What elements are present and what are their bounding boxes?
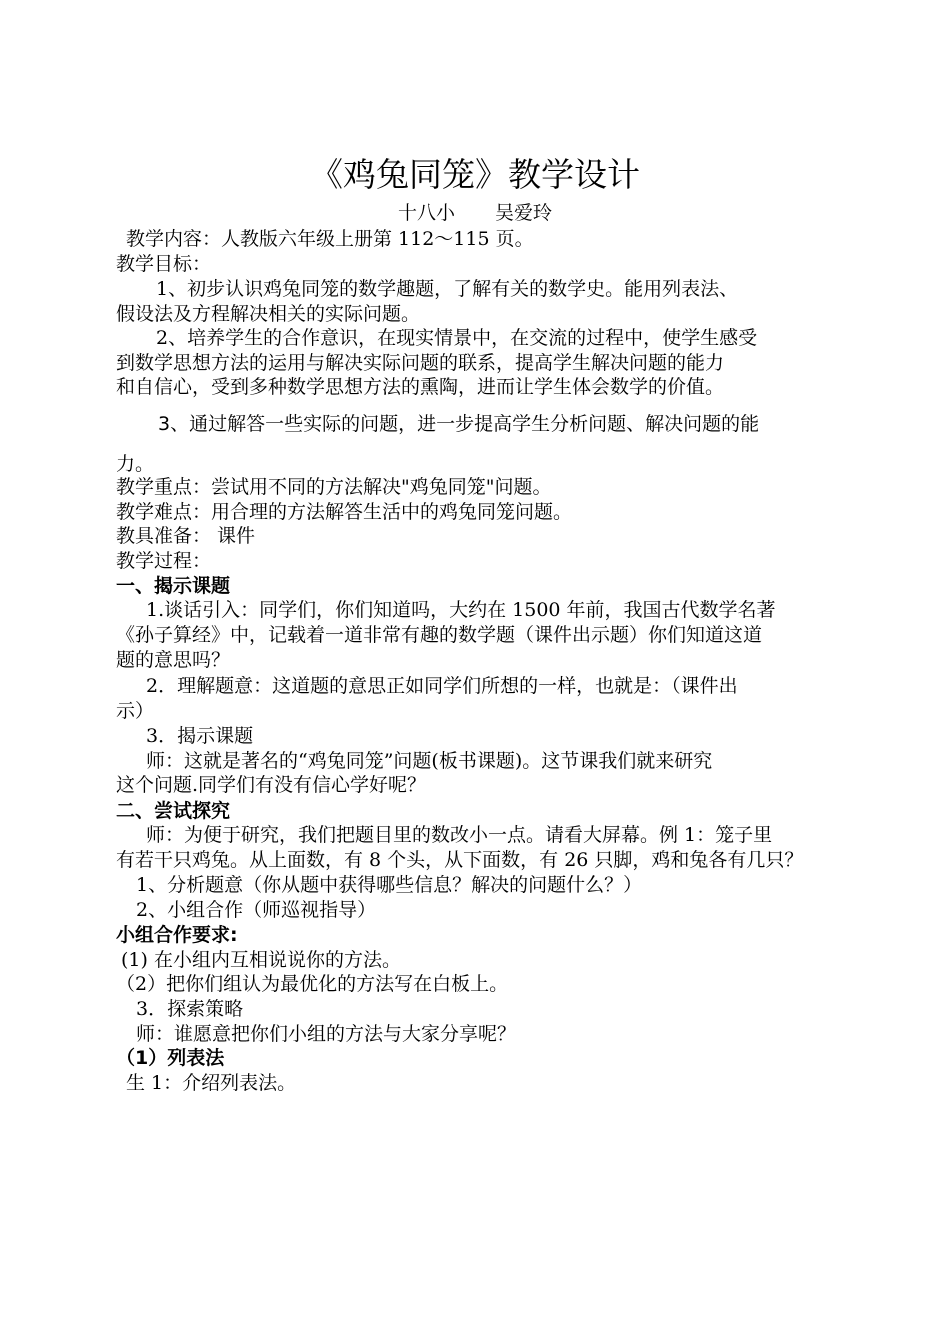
author-line: [0, 201, 950, 225]
section-1-p4-line-1: 师：这就是著名的“鸡兔同笼”问题(板书课题)。这节课我们就来研究: [146, 750, 713, 772]
objective-2-line-3: 和自信心，受到多种数学思想方法的熏陶，进而让学生体会数学的价值。: [116, 376, 725, 398]
method-1-heading: （1）列表法: [116, 1047, 225, 1069]
section-2-p1-line-2: 有若干只鸡兔。从上面数，有 8 个头，从下面数，有 26 只脚，鸡和兔各有几只？: [116, 849, 804, 871]
group-requirement-2: （2）把你们组认为最优化的方法写在白板上。: [116, 973, 509, 995]
section-2-heading: 二、尝试探究: [116, 800, 231, 822]
difficulty: 教学难点：用合理的方法解答生活中的鸡兔同笼问题。: [116, 501, 573, 523]
section-2-teacher-question: 师：谁愿意把你们小组的方法与大家分享呢？: [136, 1023, 517, 1045]
section-1-p1-line-1: 1.谈话引入：同学们，你们知道吗，大约在 1500 年前，我国古代数学名著: [146, 599, 776, 621]
section-2-step-3: 3．探索策略: [136, 998, 244, 1020]
section-2-step-2: 2、小组合作（师巡视指导）: [136, 899, 377, 921]
student-1-line: 生 1：介绍列表法。: [126, 1072, 297, 1094]
section-1-heading: 一、揭示课题: [116, 575, 231, 597]
objective-3-line-1: 3、通过解答一些实际的问题，进一步提高学生分析问题、解决问题的能: [158, 413, 760, 435]
objective-2-line-1: 2、培养学生的合作意识，在现实情景中，在交流的过程中，使学生感受: [156, 327, 758, 349]
objectives-label: 教学目标：: [116, 253, 212, 275]
objective-1-line-1: 1、初步认识鸡兔同笼的数学趣题，了解有关的数学史。能用列表法、: [156, 278, 739, 300]
process-label: 教学过程：: [116, 550, 212, 572]
section-1-p2-line-1: 2．理解题意：这道题的意思正如同学们所想的一样，也就是：（课件出: [146, 675, 738, 697]
objective-1-line-2: 假设法及方程解决相关的实际问题。: [116, 303, 421, 325]
author-school: 十八小: [397, 202, 455, 224]
section-2-p1-line-1: 师：为便于研究，我们把题目里的数改小一点。请看大屏幕。例 1：笼子里: [146, 824, 773, 846]
group-requirement-1: (1) 在小组内互相说说你的方法。: [121, 949, 401, 971]
objective-2-line-2: 到数学思想方法的运用与解决实际问题的联系，提高学生解决问题的能力: [116, 352, 725, 374]
key-point: 教学重点：尝试用不同的方法解决"鸡兔同笼"问题。: [116, 476, 552, 498]
section-1-p2-line-2: 示）: [116, 700, 155, 722]
section-1-p1-line-3: 题的意思吗？: [116, 649, 231, 671]
section-1-p4-line-2: 这个问题.同学们有没有信心学好呢？: [116, 774, 427, 796]
section-1-p1-line-2: 《孙子算经》中，记载着一道非常有趣的数学题（课件出示题）你们知道这道: [116, 624, 763, 646]
tools: 教具准备： 课件: [116, 525, 256, 547]
teaching-content: 教学内容：人教版六年级上册第 112～115 页。: [126, 228, 534, 250]
author-name: 吴爱玲: [495, 202, 553, 224]
section-2-step-1: 1、分析题意（你从题中获得哪些信息？解决的问题什么？）: [136, 874, 643, 896]
document-title: 《鸡兔同笼》教学设计: [310, 155, 640, 194]
objective-3-line-2: 力。: [116, 453, 155, 475]
group-requirements-heading: 小组合作要求:: [116, 924, 238, 946]
section-1-p3: 3．揭示课题: [146, 725, 254, 747]
